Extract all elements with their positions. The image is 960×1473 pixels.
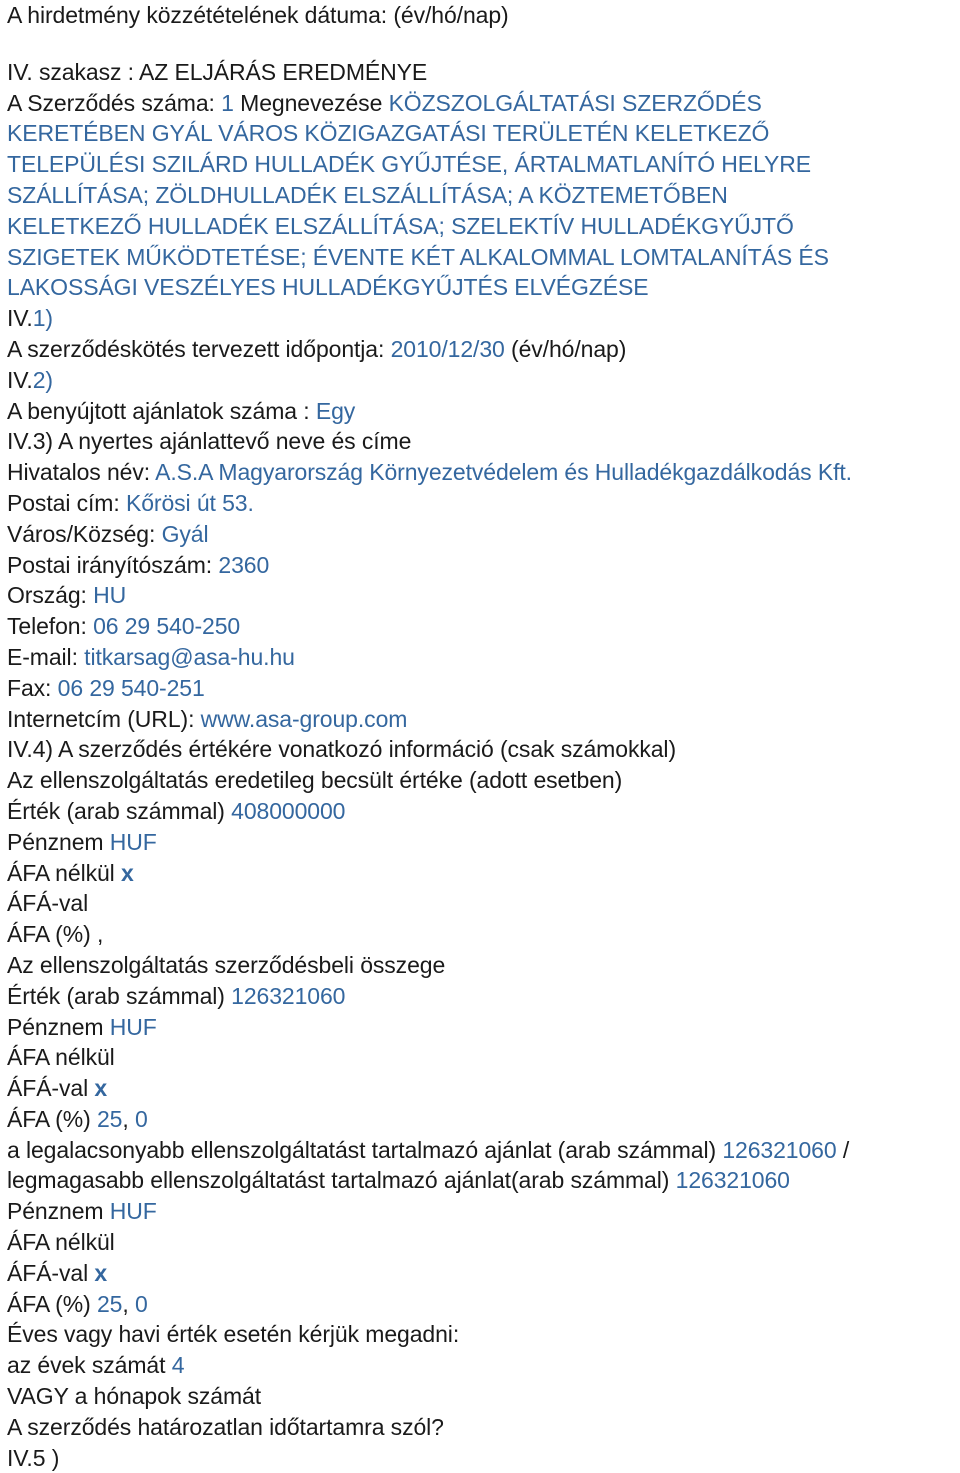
offer-separator: / <box>842 1136 850 1163</box>
estimated-value: 408000000 <box>231 797 346 824</box>
highest-offer-value: 126321060 <box>675 1167 790 1194</box>
estimated-heading: Az ellenszolgáltatás eredetileg becsült értéke (adott esetben) <box>7 767 623 794</box>
contract-name-line-5: KELETKEZŐ HULLADÉK ELSZÁLLÍTÁSA; SZELEKTÍV HULLADÉKGYŰJTŐ <box>7 212 794 239</box>
with-vat-label: ÁFÁ-val <box>7 1075 89 1102</box>
without-vat-label: ÁFA nélkül <box>7 859 115 886</box>
without-vat-label: ÁFA nélkül <box>7 1229 115 1256</box>
country-row <box>7 580 957 611</box>
estimated-currency-row <box>7 827 957 858</box>
postcode-value: 2360 <box>218 551 270 578</box>
indefinite-label: A szerződés határozatlan időtartamra szól? <box>7 1413 444 1440</box>
postal-address-value: Kőrösi út 53. <box>125 489 254 516</box>
vat-pct-dec: 0 <box>134 1290 148 1317</box>
currency-label: Pénznem <box>7 828 104 855</box>
annual-monthly-label: Éves vagy havi érték esetén kérjük megadni: <box>7 1321 460 1348</box>
offer-vat-pct-row <box>7 1289 957 1320</box>
postal-address-label: Postai cím: <box>7 489 120 516</box>
highest-offer-label: legmagasabb ellenszolgáltatást tartalmazó ajánlat(arab számmal) <box>7 1167 670 1194</box>
iv3-prefix: IV. <box>7 428 33 455</box>
contract-number-value: 1 <box>221 89 234 116</box>
vat-pct-int: 25 <box>96 1105 123 1132</box>
postal-address-row <box>7 488 957 519</box>
contract-value-label: Érték (arab számmal) <box>7 982 225 1009</box>
iv3-heading <box>7 426 957 457</box>
iv5-heading <box>7 1443 957 1473</box>
phone-value: 06 29 540-250 <box>93 613 241 640</box>
lowest-offer-value: 126321060 <box>722 1136 837 1163</box>
publication-date-label: A hirdetmény közzétételének dátuma: (év/hó/nap) <box>7 2 509 28</box>
offers-count-value: Egy <box>315 397 356 424</box>
iv5-number: 5 ) <box>32 1444 60 1471</box>
vat-pct-label: ÁFA (%) <box>7 921 91 948</box>
iv5-prefix: IV. <box>7 1444 33 1471</box>
contract-value-row <box>7 981 957 1012</box>
official-name-row <box>7 457 957 488</box>
lowest-offer-row <box>7 1135 957 1166</box>
city-label: Város/Község: <box>7 520 156 547</box>
without-vat-label: ÁFA nélkül <box>7 1044 115 1071</box>
lowest-offer-label: a legalacsonyabb ellenszolgáltatást tartalmazó ajánlat (arab számmal) <box>7 1136 717 1163</box>
iv1-prefix: IV. <box>7 305 33 332</box>
years-label: az évek számát <box>7 1352 166 1379</box>
offers-count-row <box>7 396 957 427</box>
city-row <box>7 519 957 550</box>
estimated-value-label: Érték (arab számmal) <box>7 797 225 824</box>
vat-pct-int: 25 <box>96 1290 123 1317</box>
contract-name-line-1: KÖZSZOLGÁLTATÁSI SZERZŐDÉS <box>388 89 762 116</box>
contract-name-line-3: TELEPÜLÉSI SZILÁRD HULLADÉK GYŰJTÉSE, ÁRTALMATLANÍTÓ HELYRE <box>7 151 812 178</box>
url-label: Internetcím (URL): <box>7 705 195 732</box>
spacer <box>7 31 957 57</box>
section-title: IV. szakasz : AZ ELJÁRÁS EREDMÉNYE <box>7 58 428 85</box>
contract-name-line-7: LAKOSSÁGI VESZÉLYES HULLADÉKGYŰJTÉS ELVÉGZÉSE <box>7 274 649 301</box>
highest-offer-row <box>7 1165 957 1196</box>
iv1-heading <box>7 303 957 334</box>
contract-name-line-4: SZÁLLÍTÁSA; ZÖLDHULLADÉK ELSZÁLLÍTÁSA; A KÖZTEMETŐBEN <box>7 181 728 208</box>
phone-label: Telefon: <box>7 613 87 640</box>
with-vat-mark: x <box>94 1259 108 1286</box>
iv1-number: 1) <box>32 305 53 332</box>
iv4-heading <box>7 734 957 765</box>
iv2-number: 2) <box>32 366 53 393</box>
fax-label: Fax: <box>7 674 52 701</box>
contract-name-line-6: SZIGETEK MŰKÖDTETÉSE; ÉVENTE KÉT ALKALOMMAL LOMTALANÍTÁS ÉS <box>7 243 829 270</box>
contract-number-row <box>7 88 957 119</box>
contract-value: 126321060 <box>231 982 346 1009</box>
country-value: HU <box>93 582 127 609</box>
url-row <box>7 704 957 735</box>
with-vat-mark: x <box>94 1075 108 1102</box>
offers-count-label: A benyújtott ajánlatok száma : <box>7 397 310 424</box>
official-name-value: A.S.A Magyarország Környezetvédelem és Hulladékgazdálkodás Kft. <box>155 459 852 486</box>
currency-label: Pénznem <box>7 1013 104 1040</box>
contract-number-label: A Szerződés száma: <box>7 89 215 116</box>
vat-pct-comma: , <box>122 1105 129 1132</box>
offer-with-vat-row <box>7 1258 957 1289</box>
contract-with-vat-row <box>7 1073 957 1104</box>
vat-pct-dec: 0 <box>134 1105 148 1132</box>
with-vat-label: ÁFÁ-val <box>7 1259 89 1286</box>
offer-without-vat-row <box>7 1227 957 1258</box>
currency-value: HUF <box>109 828 157 855</box>
years-value: 4 <box>171 1352 185 1379</box>
url-value[interactable]: www.asa-group.com <box>200 705 408 732</box>
contract-currency-row <box>7 1012 957 1043</box>
currency-value: HUF <box>109 1198 157 1225</box>
vat-pct-comma: , <box>96 921 104 948</box>
email-row <box>7 642 957 673</box>
estimated-with-vat-row <box>7 888 957 919</box>
with-vat-label: ÁFÁ-val <box>7 890 89 917</box>
contract-amount-heading: Az ellenszolgáltatás szerződésbeli összege <box>7 951 446 978</box>
fax-value: 06 29 540-251 <box>57 674 205 701</box>
contract-name-line-2: KERETÉBEN GYÁL VÁROS KÖZIGAZGATÁSI TERÜLETÉN KELETKEZŐ <box>7 120 770 147</box>
iv2-heading <box>7 365 957 396</box>
years-row <box>7 1350 957 1381</box>
iv2-prefix: IV. <box>7 366 33 393</box>
estimated-without-vat-row <box>7 858 957 889</box>
iv4-title: 4) A szerződés értékére vonatkozó információ (csak számokkal) <box>32 736 676 763</box>
iv3-title: 3) A nyertes ajánlattevő neve és címe <box>32 428 412 455</box>
postcode-row <box>7 550 957 581</box>
without-vat-mark: x <box>120 859 134 886</box>
estimated-value-row <box>7 796 957 827</box>
currency-value: HUF <box>109 1013 157 1040</box>
country-label: Ország: <box>7 582 87 609</box>
vat-pct-label: ÁFA (%) <box>7 1105 91 1132</box>
contract-date-label: A szerződéskötés tervezett időpontja: <box>7 335 385 362</box>
postcode-label: Postai irányítószám: <box>7 551 213 578</box>
currency-label: Pénznem <box>7 1198 104 1225</box>
vat-pct-comma: , <box>122 1290 129 1317</box>
estimated-vat-pct-row <box>7 919 957 950</box>
phone-row <box>7 611 957 642</box>
document <box>7 0 957 1473</box>
contract-date-unit: (év/hó/nap) <box>511 335 627 362</box>
contract-without-vat-row <box>7 1042 957 1073</box>
fax-row <box>7 673 957 704</box>
city-value: Gyál <box>161 520 209 547</box>
contract-name-label: Megnevezése <box>240 89 383 116</box>
iv4-prefix: IV. <box>7 736 33 763</box>
email-label: E-mail: <box>7 643 78 670</box>
email-value: titkarsag@asa-hu.hu <box>84 643 295 670</box>
contract-date-value: 2010/12/30 <box>390 335 505 362</box>
official-name-label: Hivatalos név: <box>7 459 151 486</box>
months-label: VAGY a hónapok számát <box>7 1383 262 1410</box>
offer-currency-row <box>7 1196 957 1227</box>
contract-vat-pct-row <box>7 1104 957 1135</box>
vat-pct-label: ÁFA (%) <box>7 1290 91 1317</box>
contract-date-row <box>7 334 957 365</box>
